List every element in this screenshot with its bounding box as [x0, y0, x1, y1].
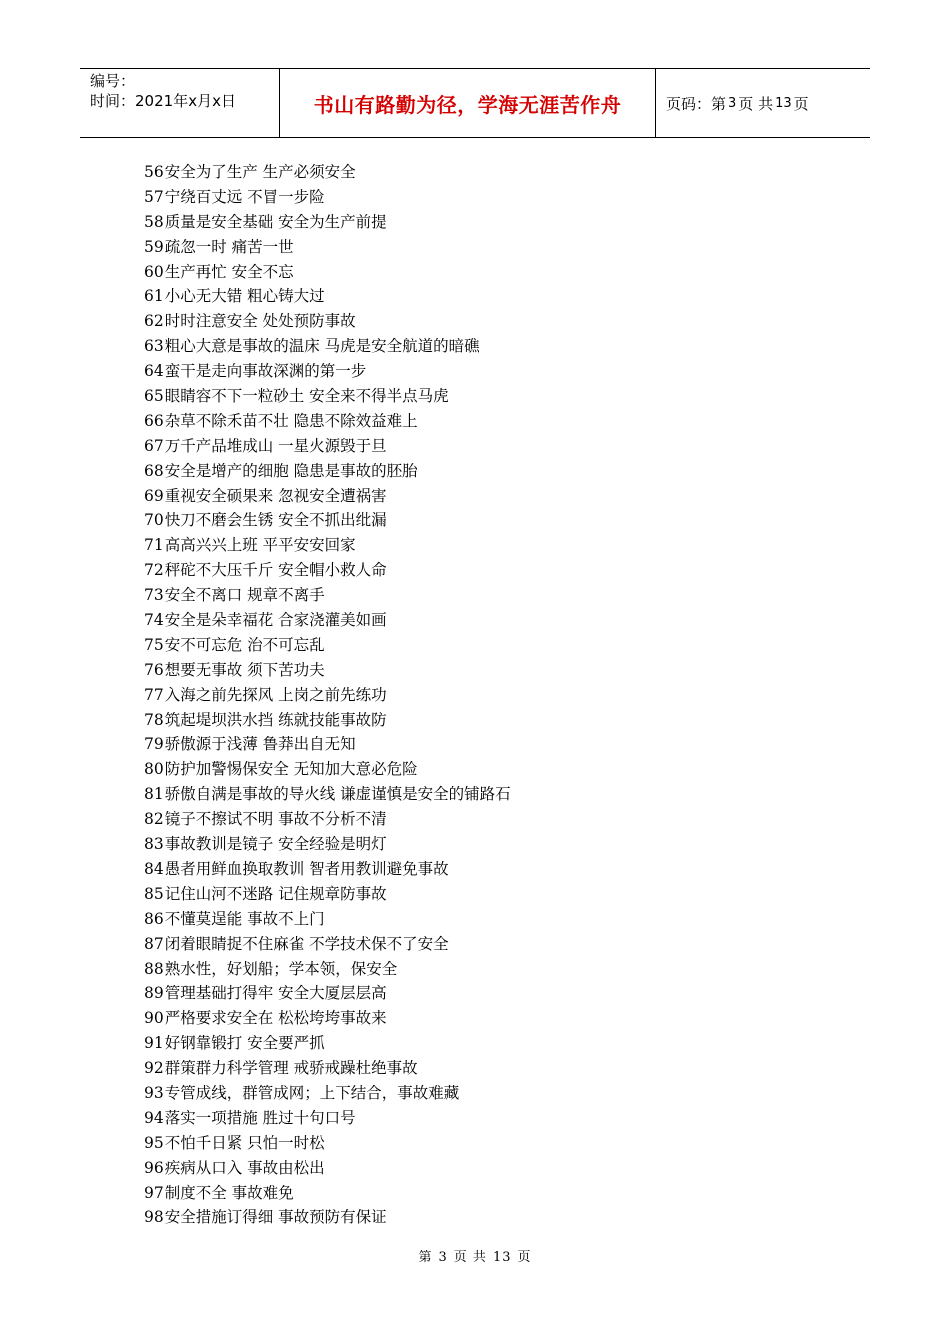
- slogan-text: 筑起堤坝洪水挡 练就技能事故防: [164, 710, 387, 729]
- slogan-text: 记住山河不迷路 记住规章防事故: [164, 884, 387, 903]
- slogan-item: [144, 1205, 844, 1230]
- slogan-item: [144, 907, 844, 932]
- slogan-item: [144, 633, 844, 658]
- slogan-item: [144, 981, 844, 1006]
- slogan-item: [144, 210, 844, 235]
- slogan-text: 安全不离口 规章不离手: [164, 586, 325, 605]
- slogan-number: 67: [144, 436, 164, 455]
- slogan-text: 安不可忘危 治不可忘乱: [164, 635, 325, 654]
- slogan-number: 62: [144, 312, 164, 331]
- footer-total: 13: [492, 1250, 512, 1265]
- slogan-text: 想要无事故 须下苦功夫: [164, 660, 325, 679]
- slogan-text: 管理基础打得牢 安全大厦层层高: [164, 984, 387, 1003]
- slogan-number: 78: [144, 710, 164, 729]
- slogan-number: 89: [144, 984, 164, 1003]
- slogan-text: 安全是增产的细胞 隐患是事故的胚胎: [164, 461, 418, 480]
- slogan-text: 生产再忙 安全不忘: [164, 262, 294, 281]
- slogan-number: 93: [144, 1083, 164, 1102]
- slogan-number: 57: [144, 187, 164, 206]
- slogan-item: [144, 658, 844, 683]
- slogan-item: [144, 160, 844, 185]
- time-value: 2021年x月x日: [135, 92, 236, 110]
- slogan-text: 快刀不磨会生锈 安全不抓出纰漏: [164, 511, 387, 530]
- slogan-number: 83: [144, 835, 164, 854]
- header-page-info: [656, 69, 870, 137]
- slogan-text: 时时注意安全 处处预防事故: [164, 312, 356, 331]
- slogan-text: 愚者用鲜血换取教训 智者用教训避免事故: [164, 859, 449, 878]
- slogan-number: 85: [144, 884, 164, 903]
- slogan-number: 77: [144, 685, 164, 704]
- slogan-number: 84: [144, 859, 164, 878]
- slogan-number: 80: [144, 760, 164, 779]
- slogan-item: [144, 284, 844, 309]
- slogan-number: 72: [144, 561, 164, 580]
- slogan-text: 熟水性，好划船；学本领，保安全: [164, 959, 398, 978]
- slogan-item: [144, 1006, 844, 1031]
- slogan-item: [144, 708, 844, 733]
- slogan-item: [144, 608, 844, 633]
- slogan-text: 镜子不擦试不明 事故不分析不清: [164, 810, 387, 829]
- slogan-item: [144, 757, 844, 782]
- slogan-item: [144, 409, 844, 434]
- footer-suffix: 页: [517, 1250, 532, 1265]
- slogan-item: [144, 957, 844, 982]
- slogan-item: [144, 1056, 844, 1081]
- slogan-item: [144, 932, 844, 957]
- page-header: [80, 68, 870, 138]
- page-suffix: 页: [793, 94, 809, 113]
- slogan-list: [144, 160, 844, 1230]
- slogan-item: [144, 1181, 844, 1206]
- slogan-item: [144, 832, 844, 857]
- page-total: 13: [775, 95, 792, 111]
- slogan-text: 万千产品堆成山 一星火源毁于旦: [164, 436, 387, 455]
- slogan-text: 小心无大错 粗心铸大过: [164, 287, 325, 306]
- slogan-item: [144, 484, 844, 509]
- slogan-number: 97: [144, 1183, 164, 1202]
- slogan-item: [144, 434, 844, 459]
- slogan-item: [144, 1106, 844, 1131]
- slogan-number: 88: [144, 959, 164, 978]
- slogan-text: 闭着眼睛捉不住麻雀 不学技术保不了安全: [164, 934, 449, 953]
- slogan-text: 安全措施订得细 事故预防有保证: [164, 1208, 387, 1227]
- slogan-number: 98: [144, 1208, 164, 1227]
- slogan-text: 秤砣不大压千斤 安全帽小救人命: [164, 561, 387, 580]
- slogan-number: 90: [144, 1009, 164, 1028]
- slogan-item: [144, 359, 844, 384]
- slogan-number: 71: [144, 536, 164, 555]
- slogan-text: 入海之前先探风 上岗之前先练功: [164, 685, 387, 704]
- slogan-text: 安全是朵幸福花 合家浇灌美如画: [164, 611, 387, 630]
- slogan-item: [144, 235, 844, 260]
- slogan-item: [144, 459, 844, 484]
- slogan-text: 专管成线，群管成网；上下结合，事故难藏: [164, 1083, 460, 1102]
- footer-current: 3: [438, 1250, 448, 1265]
- slogan-text: 安全为了生产 生产必须安全: [164, 163, 356, 181]
- slogan-item: [144, 857, 844, 882]
- slogan-text: 宁绕百丈远 不冒一步险: [164, 187, 325, 206]
- page-prefix: 页码：第: [666, 94, 727, 113]
- slogan-item: [144, 260, 844, 285]
- slogan-text: 好钢靠锻打 安全要严抓: [164, 1034, 325, 1053]
- slogan-number: 76: [144, 660, 164, 679]
- slogan-item: [144, 782, 844, 807]
- slogan-item: [144, 533, 844, 558]
- slogan-text: 高高兴兴上班 平平安安回家: [164, 536, 356, 555]
- slogan-text: 骄傲源于浅薄 鲁莽出自无知: [164, 735, 356, 754]
- slogan-item: [144, 185, 844, 210]
- slogan-number: 95: [144, 1133, 164, 1152]
- slogan-number: 64: [144, 362, 164, 381]
- slogan-number: 94: [144, 1108, 164, 1127]
- slogan-number: 69: [144, 486, 164, 505]
- slogan-number: 66: [144, 411, 164, 430]
- slogan-number: 91: [144, 1034, 164, 1053]
- slogan-number: 92: [144, 1059, 164, 1078]
- slogan-item: [144, 384, 844, 409]
- slogan-number: 60: [144, 262, 164, 281]
- slogan-text: 事故教训是镜子 安全经验是明灯: [164, 835, 387, 854]
- slogan-text: 防护加警惕保安全 无知加大意必危险: [164, 760, 418, 779]
- slogan-text: 疾病从口入 事故由松出: [164, 1158, 325, 1177]
- slogan-text: 眼睛容不下一粒砂土 安全来不得半点马虎: [164, 387, 449, 406]
- slogan-item: [144, 334, 844, 359]
- slogan-item: [144, 1081, 844, 1106]
- slogan-item: [144, 683, 844, 708]
- slogan-text: 不怕千日紧 只怕一时松: [164, 1133, 325, 1152]
- slogan-number: 58: [144, 212, 164, 231]
- slogan-item: [144, 882, 844, 907]
- page-footer: [0, 1246, 950, 1265]
- header-motto: 书山有路勤为径，学海无涯苦作舟: [280, 69, 656, 137]
- slogan-number: 81: [144, 785, 164, 804]
- slogan-number: 86: [144, 909, 164, 928]
- footer-prefix: 第: [418, 1250, 433, 1265]
- slogan-number: 96: [144, 1158, 164, 1177]
- slogan-item: [144, 309, 844, 334]
- slogan-text: 质量是安全基础 安全为生产前提: [164, 212, 387, 231]
- slogan-number: 79: [144, 735, 164, 754]
- slogan-item: [144, 1156, 844, 1181]
- time-label: 时间：: [90, 92, 136, 110]
- page-current: 3: [728, 95, 737, 111]
- slogan-item: [144, 558, 844, 583]
- slogan-number: 61: [144, 287, 164, 306]
- slogan-number: 75: [144, 635, 164, 654]
- footer-mid: 页 共: [453, 1250, 487, 1265]
- slogan-number: 87: [144, 934, 164, 953]
- slogan-number: 56: [144, 163, 164, 181]
- slogan-text: 粗心大意是事故的温床 马虎是安全航道的暗礁: [164, 337, 480, 356]
- slogan-item: [144, 508, 844, 533]
- slogan-text: 落实一项措施 胜过十句口号: [164, 1108, 356, 1127]
- slogan-text: 疏忽一时 痛苦一世: [164, 237, 294, 256]
- slogan-text: 严格要求安全在 松松垮垮事故来: [164, 1009, 387, 1028]
- slogan-item: [144, 1131, 844, 1156]
- slogan-item: [144, 732, 844, 757]
- slogan-number: 70: [144, 511, 164, 530]
- slogan-item: [144, 807, 844, 832]
- slogan-item: [144, 1031, 844, 1056]
- slogan-number: 65: [144, 387, 164, 406]
- slogan-number: 73: [144, 586, 164, 605]
- slogan-text: 制度不全 事故难免: [164, 1183, 294, 1202]
- slogan-number: 59: [144, 237, 164, 256]
- slogan-text: 杂草不除禾苗不壮 隐患不除效益难上: [164, 411, 418, 430]
- slogan-item: [144, 583, 844, 608]
- slogan-number: 82: [144, 810, 164, 829]
- number-label: 编号：: [90, 72, 136, 90]
- slogan-text: 群策群力科学管理 戒骄戒躁杜绝事故: [164, 1059, 418, 1078]
- slogan-text: 骄傲自满是事故的导火线 谦虚谨慎是安全的铺路石: [164, 785, 511, 804]
- page-mid: 页 共: [738, 94, 774, 113]
- slogan-text: 不懂莫逞能 事故不上门: [164, 909, 325, 928]
- time-line: [90, 91, 279, 111]
- slogan-text: 蛮干是走向事故深渊的第一步: [164, 362, 367, 381]
- slogan-number: 63: [144, 337, 164, 356]
- slogan-number: 68: [144, 461, 164, 480]
- slogan-number: 74: [144, 611, 164, 630]
- header-meta: [80, 69, 280, 137]
- slogan-text: 重视安全硕果来 忽视安全遭祸害: [164, 486, 387, 505]
